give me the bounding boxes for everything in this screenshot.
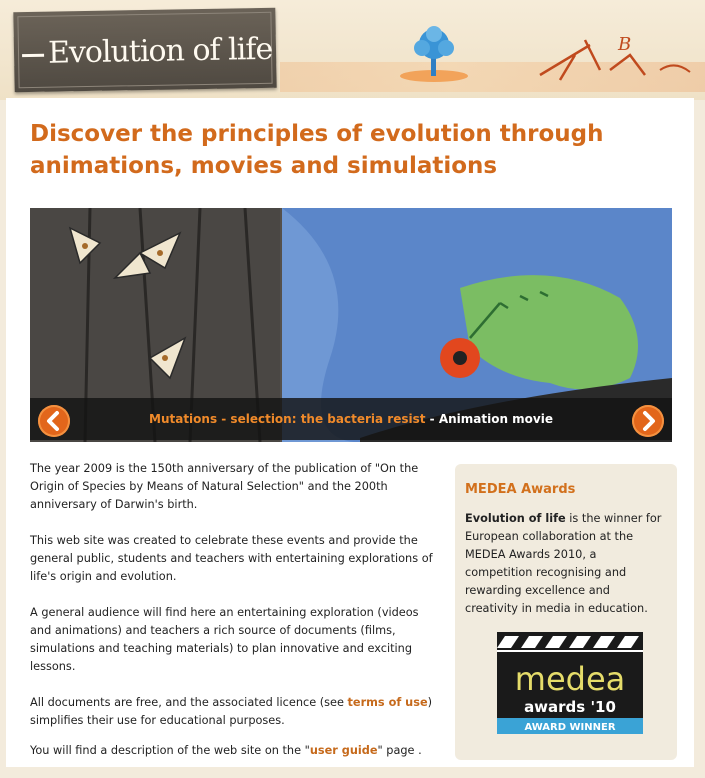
awards-winner: Evolution of life xyxy=(465,512,566,525)
page-headline: Discover the principles of evolution through animations, movies and simulations xyxy=(30,121,604,179)
slide-caption-bar xyxy=(30,398,672,440)
medea-award-badge[interactable] xyxy=(497,632,643,734)
intro-paragraph-1: The year 2009 is the 150th anniversary of the publication of "On the Origin of Species by Means of Natural Selection" and the 200th anniversary of Darwin's birth. xyxy=(30,462,419,511)
terms-of-use-link[interactable]: terms of use xyxy=(347,696,428,709)
intro-text xyxy=(30,460,438,778)
arrow-right-icon xyxy=(632,405,664,437)
awards-title: MEDEA Awards xyxy=(465,482,576,497)
slide-next-button[interactable] xyxy=(632,405,664,437)
intro-paragraph-2: This web site was created to celebrate these events and provide the general public, students and teachers with entertaining explorations of life's origin and evolution. xyxy=(30,534,433,583)
site-header xyxy=(0,0,705,100)
intro-paragraph-3: A general audience will find here an entertaining exploration (videos and animations) and teachers a rich source of documents (films, simulations and teaching materials) to plan innovative and exciting lessons. xyxy=(30,606,419,673)
slide-type-label: Animation movie xyxy=(438,412,553,426)
logo-dash xyxy=(22,53,44,56)
intro-paragraph-4: All documents are free, and the associated licence (see terms of use) simplifies their use for educational purposes. xyxy=(30,696,433,727)
slide-prev-button[interactable] xyxy=(38,405,70,437)
intro-paragraph-5: You will find a description of the web site on the "user guide" page . xyxy=(30,744,422,757)
caption-separator: - xyxy=(425,412,439,426)
main-panel xyxy=(6,98,694,767)
logo-text: Evolution of life xyxy=(47,31,273,71)
arrow-left-icon xyxy=(38,405,70,437)
svg-text:B: B xyxy=(618,34,632,55)
slide-caption xyxy=(30,412,672,426)
tree-icon xyxy=(398,24,470,84)
badge-awards-line: awards '10 xyxy=(524,698,616,716)
slide-title-link[interactable]: Mutations - selection: the bacteria resist xyxy=(149,412,426,426)
medea-awards-box xyxy=(455,464,677,760)
featured-slideshow[interactable] xyxy=(30,208,672,442)
badge-brand: medea xyxy=(514,660,626,698)
awards-text: Evolution of life is the winner for European collaboration at the MEDEA Awards 2010, a competition recognising and rewarding excellence and creativity in media in education. xyxy=(465,512,662,615)
user-guide-link[interactable]: user guide xyxy=(309,744,378,757)
badge-footer: AWARD WINNER xyxy=(524,722,616,733)
site-logo[interactable] xyxy=(13,8,276,93)
doodle-drawing-icon xyxy=(530,30,700,90)
